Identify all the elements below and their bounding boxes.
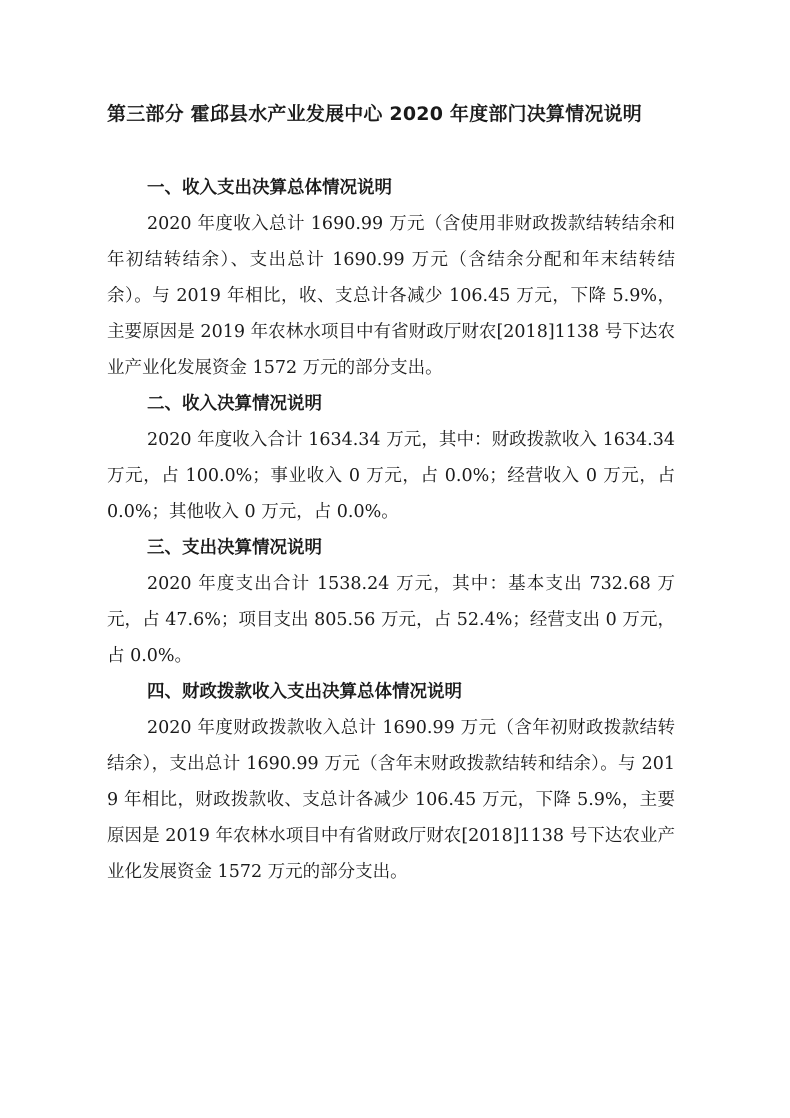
section-paragraph: 2020 年度支出合计 1538.24 万元，其中：基本支出 732.68 万元，占 47.6%；项目支出 805.56 万元，占 52.4%；经营支出 0 万元，占 0.0%。 <box>107 574 675 666</box>
section-income-expenditure-overview <box>107 170 675 386</box>
section-heading: 三、支出决算情况说明 <box>147 538 322 558</box>
document-title: 第三部分 霍邱县水产业发展中心 2020 年度部门决算情况说明 <box>107 103 642 125</box>
document-body <box>107 170 675 890</box>
section-income-details <box>107 386 675 530</box>
section-heading: 四、财政拨款收入支出决算总体情况说明 <box>147 682 462 702</box>
section-paragraph: 2020 年度收入总计 1690.99 万元（含使用非财政拨款结转结余和年初结转结余）、支出总计 1690.99 万元（含结余分配和年末结转结余）。与 2019 年相比，收、支总计各减少 106.45 万元，下降 5.9%，主要原因是 2019 年农林水项目中有省财政厅财农[2018]1138 号下达农业产业化发展资金 1572 万元的部分支出。 <box>107 214 675 378</box>
section-paragraph: 2020 年度财政拨款收入总计 1690.99 万元（含年初财政拨款结转结余），支出总计 1690.99 万元（含年末财政拨款结转和结余）。与 2019 年相比，财政拨款收、支总计各减少 106.45 万元，下降 5.9%，主要原因是 2019 年农林水项目中有省财政厅财农[2018]1138 号下达农业产业化发展资金 1572 万元的部分支出。 <box>107 718 675 882</box>
section-paragraph: 2020 年度收入合计 1634.34 万元，其中：财政拨款收入 1634.34 万元，占 100.0%；事业收入 0 万元，占 0.0%；经营收入 0 万元，占 0.0%；其他收入 0 万元，占 0.0%。 <box>107 430 675 522</box>
section-heading: 一、收入支出决算总体情况说明 <box>147 178 392 198</box>
section-expenditure-details <box>107 530 675 674</box>
section-fiscal-appropriation-overview <box>107 674 675 890</box>
section-heading: 二、收入决算情况说明 <box>147 394 322 414</box>
